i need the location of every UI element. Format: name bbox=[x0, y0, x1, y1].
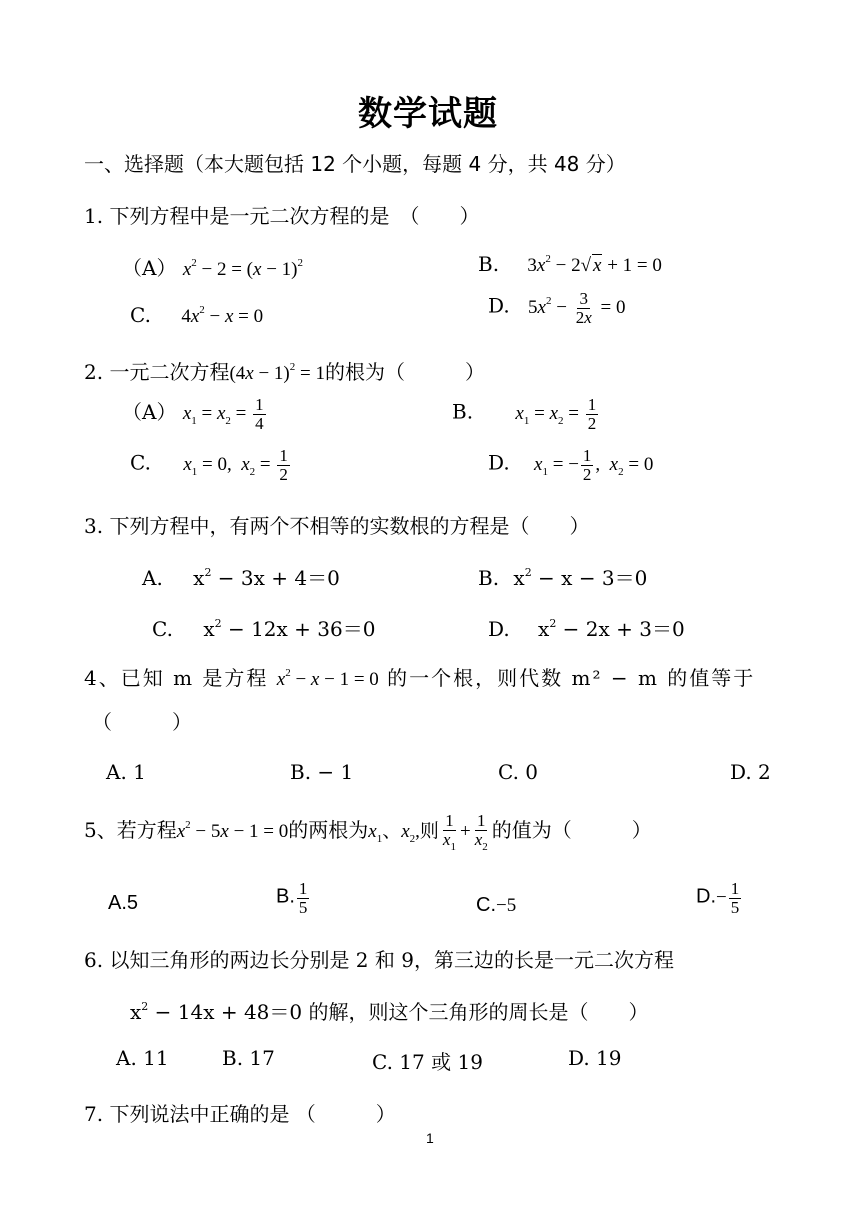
q5-roots: $x_1$、$x_2$,则 bbox=[368, 821, 439, 846]
q2-a-expr: $x_1 = x_2$ = $\frac{1}{4}$ bbox=[182, 395, 264, 434]
q4-stem-pre: 4、已知 m 是方程 bbox=[84, 666, 269, 690]
q1-a-label: （A） bbox=[122, 256, 177, 280]
section-heading: 一、选择题（本大题包括 12 个小题，每题 4 分，共 48 分） bbox=[84, 152, 626, 176]
q1-option-d bbox=[488, 290, 625, 327]
q5-b-expr: $\frac{1}{5}$ bbox=[298, 879, 308, 917]
q6-option-a: A. 11 bbox=[116, 1046, 169, 1070]
q6-option-b: B. 17 bbox=[222, 1046, 275, 1070]
q6-stem-line1: 6. 以知三角形的两边长分别是 2 和 9，第三边的长是一元二次方程 bbox=[84, 948, 674, 972]
q3-c-label: C. bbox=[152, 617, 173, 641]
q6-stem-line2: $x^2 - 14x + 48=0$ 的解，则这个三角形的周长是（ ） bbox=[130, 1000, 649, 1024]
q3-option-a bbox=[142, 562, 340, 591]
q5-option-a: A.5 bbox=[108, 892, 139, 914]
q2-c-label: C. bbox=[130, 450, 151, 475]
q3-a-expr: $x^2 - 3x + 4=0$ bbox=[193, 566, 340, 590]
q5-d-label: D. bbox=[696, 885, 716, 908]
q2-option-a bbox=[122, 396, 268, 433]
q1-stem: 1. 下列方程中是一元二次方程的是 （ ） bbox=[84, 204, 480, 228]
q6-option-d: D. 19 bbox=[568, 1046, 622, 1070]
q1-d-expr: $5x^2$ − $\frac{3}{2x}$ = 0 bbox=[528, 289, 626, 327]
q4-option-c: C. 0 bbox=[498, 760, 539, 784]
q2-c-expr: $x_1 = 0$, $x_2$ = $\frac{1}{2}$ bbox=[183, 446, 288, 484]
q4-stem-expr: $x^2 - x - 1 = 0$ bbox=[276, 667, 379, 690]
q3-d-label: D. bbox=[488, 617, 510, 641]
q5-c-expr: −5 bbox=[496, 895, 517, 916]
q3-option-b bbox=[478, 562, 647, 591]
q2-d-expr: $x_1$ = − $\frac{1}{2}$ , $x_2 = 0$ bbox=[534, 446, 654, 484]
q2-b-expr: $x_1 = x_2$ = $\frac{1}{2}$ bbox=[515, 395, 597, 433]
q5-stem-pre: 5、若方程 bbox=[84, 818, 177, 843]
q1-c-label: C. bbox=[130, 303, 151, 327]
q1-option-b bbox=[478, 252, 662, 277]
q1-a-expr: $x^2 - 2 = (x - 1)^2$ bbox=[182, 257, 303, 280]
q1-option-c bbox=[130, 303, 263, 328]
q4-stem-post: 的一个根，则代数 m² − m 的值等于 bbox=[387, 666, 756, 690]
q7-stem: 7. 下列说法中正确的是 （ ） bbox=[84, 1102, 396, 1126]
q5-c-label: C. bbox=[476, 894, 496, 916]
q5-stem-mid: 的两根为 bbox=[288, 818, 369, 843]
q5-stem bbox=[84, 812, 652, 853]
page-title: 数学试题 bbox=[358, 94, 498, 134]
q2-stem-pre: 2. 一元二次方程 bbox=[84, 360, 230, 384]
q5-option-b bbox=[276, 880, 311, 917]
q2-stem-expr: $(4x - 1)^2 = 1$ bbox=[229, 361, 325, 384]
q1-d-label: D. bbox=[488, 293, 510, 318]
q1-b-label: B. bbox=[478, 252, 500, 276]
q2-d-label: D. bbox=[488, 450, 510, 475]
q3-stem: 3. 下列方程中，有两个不相等的实数根的方程是（ ） bbox=[84, 514, 590, 538]
q5-option-d bbox=[696, 880, 743, 917]
q1-option-a bbox=[122, 252, 303, 281]
q4-stem bbox=[84, 662, 755, 691]
q2-a-label: （A） bbox=[122, 400, 177, 424]
q4-paren: （ ） bbox=[92, 710, 192, 734]
q5-d-expr: − $\frac{1}{5}$ bbox=[716, 879, 740, 917]
q6-option-c: C. 17 或 19 bbox=[372, 1050, 483, 1074]
q2-b-label: B. bbox=[452, 399, 474, 424]
q4-option-a: A. 1 bbox=[106, 760, 146, 784]
q3-b-label: B. bbox=[478, 566, 500, 590]
q3-d-expr: $x^2 - 2x + 3=0$ bbox=[538, 617, 685, 641]
q1-c-expr: $4x^2 - x = 0$ bbox=[181, 304, 264, 327]
q5-option-c bbox=[476, 892, 516, 917]
q2-stem-post: 的根为（ ） bbox=[324, 360, 485, 384]
q4-option-b: B. − 1 bbox=[290, 760, 354, 784]
q5-stem-post: 的值为（ ） bbox=[491, 818, 652, 843]
q2-stem bbox=[84, 356, 485, 385]
q2-option-b bbox=[452, 396, 600, 433]
q1-b-expr: $3x^2 - 2√$ x + 1 = 0 bbox=[527, 253, 662, 276]
q4-option-d: D. 2 bbox=[730, 760, 771, 784]
q5-sum-expr: $\frac{1}{x_1}$ + $\frac{1}{x_2}$ bbox=[442, 811, 488, 853]
q3-b-expr: $x^2 - x - 3=0$ bbox=[513, 566, 648, 590]
q5-b-label: B. bbox=[276, 885, 295, 908]
page-number: 1 bbox=[426, 1130, 434, 1146]
q2-option-c bbox=[130, 447, 292, 484]
q3-a-label: A. bbox=[142, 566, 163, 590]
q2-option-d bbox=[488, 447, 653, 484]
q5-stem-expr: $x^2 - 5x - 1 = 0$ bbox=[176, 819, 289, 843]
q3-c-expr: $x^2 - 12x + 36=0$ bbox=[203, 617, 376, 641]
q3-option-d bbox=[488, 613, 685, 642]
q3-option-c bbox=[152, 613, 375, 642]
